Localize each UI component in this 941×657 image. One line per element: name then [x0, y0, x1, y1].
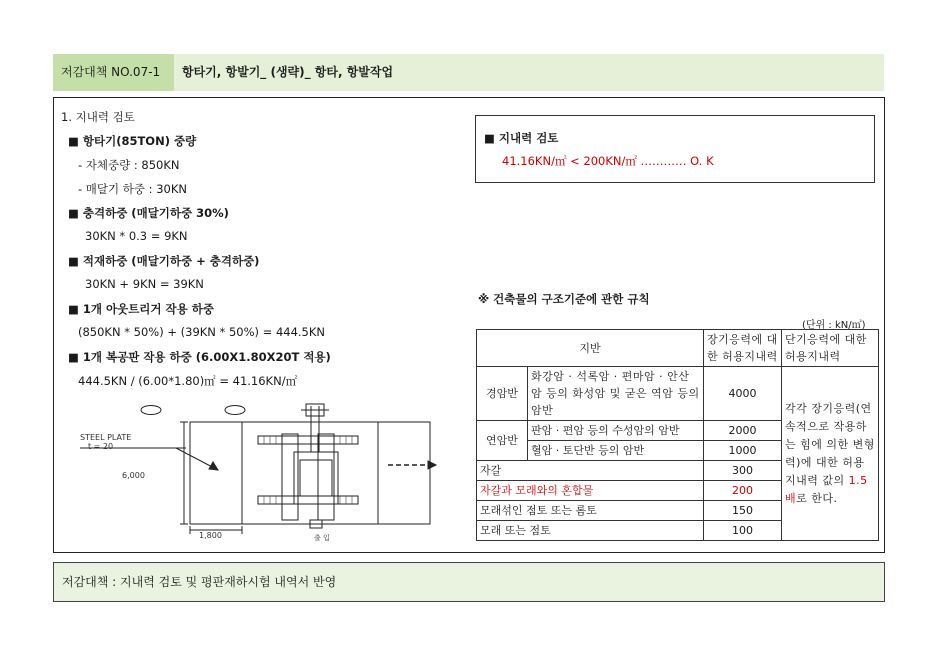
bearing-check-title: ■ 지내력 검토: [484, 131, 559, 145]
soft-rock-value-1: 2000: [704, 421, 782, 441]
section-title: 1. 지내력 검토: [61, 110, 135, 124]
dim-6000-label: 6,000: [122, 471, 145, 480]
col-header-short: 단기응력에 대한 허용지내력: [782, 330, 879, 367]
dim-1800-label: 1,800: [199, 531, 222, 540]
footer-countermeasure: 저감대책 : 지내력 검토 및 평판재하시험 내역서 반영: [53, 562, 885, 602]
soft-rock-desc-1: 판암 · 편암 등의 수성암의 암반: [528, 421, 704, 441]
regulation-heading: ※ 건축물의 구조기준에 관한 규칙: [478, 292, 650, 306]
rig-weight-heading: ■ 항타기(85TON) 중량: [68, 134, 197, 148]
row-group-soft-rock: 연암반: [477, 421, 528, 461]
gravel-label: 자갈: [477, 461, 704, 481]
outrigger-load-calc: (850KN * 50%) + (39KN * 50%) = 444.5KN: [78, 325, 326, 339]
hole-left-icon: [141, 406, 161, 415]
sand-value: 100: [704, 521, 782, 541]
impact-load-calc: 30KN * 0.3 = 9KN: [85, 229, 188, 243]
steel-plate-left: [190, 422, 242, 524]
steel-plate-right: [378, 422, 430, 524]
pile-driver-plan-drawing: [68, 396, 448, 548]
self-weight: - 자체중량 : 850KN: [78, 158, 180, 172]
soft-rock-value-2: 1000: [704, 441, 782, 461]
short-term-note: [782, 367, 879, 541]
drawing-caption: 출 입: [314, 534, 330, 542]
live-load-heading: ■ 적재하중 (매달기하중 + 충격하중): [68, 254, 260, 268]
col-header-long: 장기응력에 대한 허용지내력: [704, 330, 782, 367]
unit-label: (단위 : kN/㎡): [802, 320, 866, 331]
hole-right-icon: [225, 406, 245, 415]
steel-plate-label: STEEL PLATE: [80, 433, 132, 442]
short-note-text: 각각 장기응력(연속적으로 작용하는 힘에 의한 변형력)에 대한 허용지내력 값의: [785, 401, 875, 487]
outrigger-load-heading: ■ 1개 아웃트리거 작용 하중: [68, 302, 214, 316]
row-group-hard-rock: 경암반: [477, 367, 528, 421]
bearing-capacity-table: [476, 329, 879, 541]
bearing-check-result: 41.16KN/㎡ < 200KN/㎡ ………… O. K: [502, 154, 714, 168]
sand-label: 모래 또는 점토: [477, 521, 704, 541]
live-load-calc: 30KN + 9KN = 39KN: [85, 277, 204, 291]
hanging-load: - 매달기 하중 : 30KN: [78, 182, 187, 196]
hard-rock-value: 4000: [704, 367, 782, 421]
header-label: 저감대책 NO.07-1: [53, 54, 174, 91]
mix-value: 200: [704, 481, 782, 501]
clay-sand-value: 150: [704, 501, 782, 521]
thickness-label: t = 20: [88, 442, 114, 451]
clay-sand-label: 모래섞인 점토 또는 롬토: [477, 501, 704, 521]
col-header-ground: 지반: [477, 330, 704, 367]
bearing-check-box: [475, 115, 875, 183]
plate-load-heading: ■ 1개 복공판 작용 하중 (6.00X1.80X20T 적용): [68, 350, 331, 364]
mix-label: 자갈과 모래와의 혼합물: [477, 481, 704, 501]
header-title: 항타기, 항발기_ (생략)_ 항타, 항발작업: [174, 54, 884, 91]
impact-load-heading: ■ 충격하중 (매달기하중 30%): [68, 206, 229, 220]
short-note-factor: 1.5배: [785, 473, 868, 505]
soft-rock-desc-2: 혈암 · 토단반 등의 암반: [528, 441, 704, 461]
hard-rock-desc: 화강암 · 석록암 · 편마암 · 안산암 등의 화성암 및 굳은 역암 등의 암반: [528, 367, 704, 421]
plate-load-calc: 444.5KN / (6.00*1.80)㎡ = 41.16KN/㎡: [78, 374, 298, 388]
gravel-value: 300: [704, 461, 782, 481]
short-note-end: 로 한다.: [796, 491, 838, 505]
